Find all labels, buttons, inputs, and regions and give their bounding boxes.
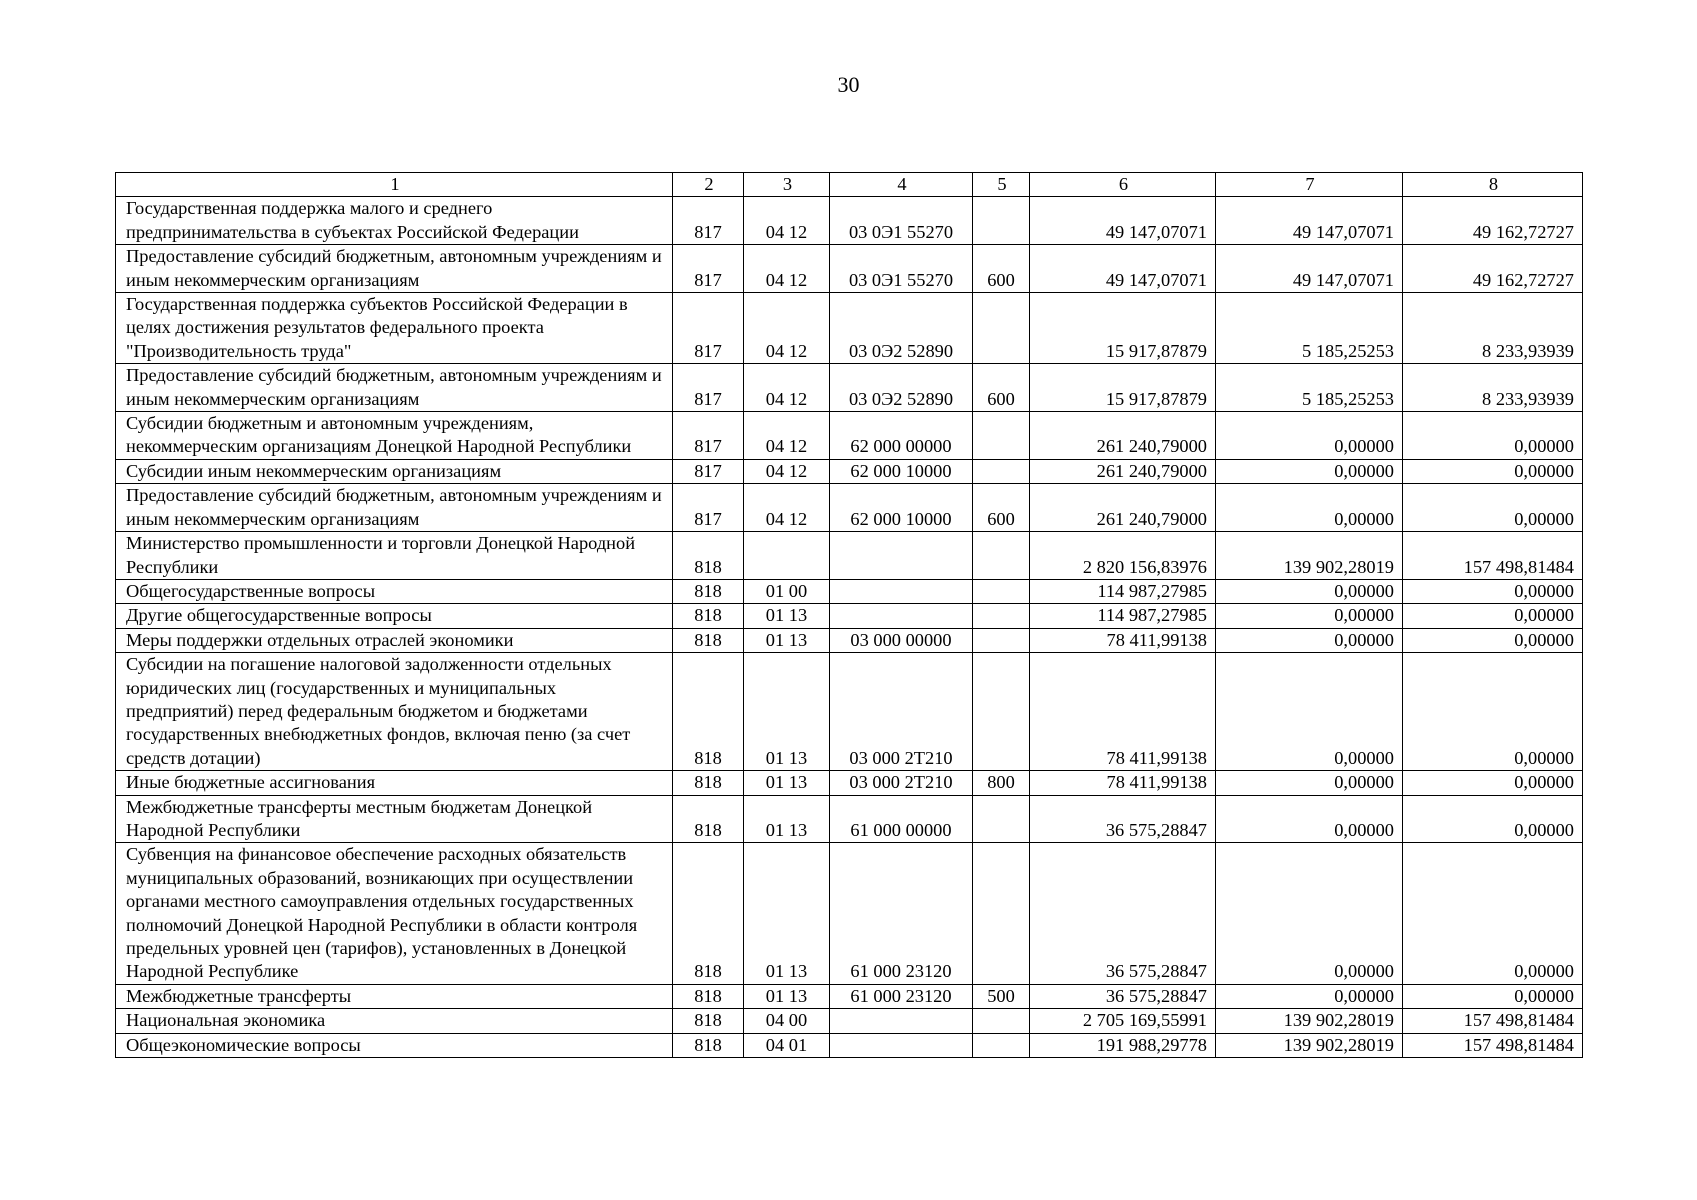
line-item-name: Иные бюджетные ассигнования — [116, 771, 673, 795]
amount-col-7: 0,00000 — [1216, 459, 1403, 483]
table-row — [116, 484, 1583, 532]
section-code: 04 12 — [744, 197, 830, 245]
line-item-name: Межбюджетные трансферты местным бюджетам Донецкой Народной Республики — [116, 795, 673, 843]
expense-type-code: 800 — [973, 771, 1030, 795]
expense-type-code: 600 — [973, 245, 1030, 293]
line-item-name: Межбюджетные трансферты — [116, 984, 673, 1008]
amount-col-7: 0,00000 — [1216, 653, 1403, 771]
ministry-code: 817 — [673, 484, 744, 532]
amount-col-6: 191 988,29778 — [1030, 1033, 1216, 1057]
line-item-name: Государственная поддержка субъектов Российской Федерации в целях достижения результатов федерального проекта "Производительность труда" — [116, 293, 673, 364]
section-code: 04 12 — [744, 484, 830, 532]
amount-col-7: 0,00000 — [1216, 628, 1403, 652]
target-article-code — [830, 604, 973, 628]
section-code: 01 13 — [744, 653, 830, 771]
section-code: 04 12 — [744, 459, 830, 483]
column-header: 5 — [973, 173, 1030, 197]
line-item-name: Субвенция на финансовое обеспечение расходных обязательств муниципальных образований, возникающих при осуществлении органами местного самоуправления отдельных государственных полномочий Донецкой Народной Республики в области контроля предельных уровней цен (тарифов), установленных в Донецкой Народной Республике — [116, 843, 673, 984]
amount-col-8: 0,00000 — [1403, 484, 1583, 532]
ministry-code: 818 — [673, 843, 744, 984]
target-article-code: 03 000 2Т210 — [830, 771, 973, 795]
column-header: 8 — [1403, 173, 1583, 197]
amount-col-6: 2 820 156,83976 — [1030, 532, 1216, 580]
target-article-code: 03 0Э1 55270 — [830, 197, 973, 245]
line-item-name: Субсидии бюджетным и автономным учреждениям, некоммерческим организациям Донецкой Народной Республики — [116, 412, 673, 460]
table-row — [116, 579, 1583, 603]
table-row — [116, 628, 1583, 652]
column-header: 6 — [1030, 173, 1216, 197]
line-item-name: Предоставление субсидий бюджетным, автономным учреждениям и иным некоммерческим организациям — [116, 364, 673, 412]
target-article-code: 03 0Э1 55270 — [830, 245, 973, 293]
amount-col-7: 0,00000 — [1216, 771, 1403, 795]
amount-col-6: 78 411,99138 — [1030, 653, 1216, 771]
ministry-code: 818 — [673, 579, 744, 603]
amount-col-6: 114 987,27985 — [1030, 579, 1216, 603]
section-code: 01 13 — [744, 984, 830, 1008]
amount-col-8: 0,00000 — [1403, 459, 1583, 483]
target-article-code — [830, 1009, 973, 1033]
section-code: 04 12 — [744, 412, 830, 460]
amount-col-6: 15 917,87879 — [1030, 364, 1216, 412]
amount-col-7: 5 185,25253 — [1216, 293, 1403, 364]
expense-type-code — [973, 579, 1030, 603]
amount-col-8: 49 162,72727 — [1403, 197, 1583, 245]
amount-col-7: 0,00000 — [1216, 984, 1403, 1008]
expense-type-code — [973, 197, 1030, 245]
budget-table-body — [116, 173, 1583, 1058]
column-header: 1 — [116, 173, 673, 197]
section-code — [744, 532, 830, 580]
section-code: 04 00 — [744, 1009, 830, 1033]
amount-col-7: 0,00000 — [1216, 412, 1403, 460]
expense-type-code — [973, 459, 1030, 483]
ministry-code: 817 — [673, 245, 744, 293]
table-row — [116, 532, 1583, 580]
table-row — [116, 771, 1583, 795]
ministry-code: 818 — [673, 795, 744, 843]
page-number: 30 — [837, 72, 860, 97]
budget-table — [115, 172, 1583, 1058]
section-code: 04 12 — [744, 245, 830, 293]
target-article-code: 62 000 00000 — [830, 412, 973, 460]
table-row — [116, 984, 1583, 1008]
amount-col-8: 157 498,81484 — [1403, 1033, 1583, 1057]
amount-col-6: 2 705 169,55991 — [1030, 1009, 1216, 1033]
target-article-code: 03 000 2Т210 — [830, 653, 973, 771]
ministry-code: 817 — [673, 197, 744, 245]
amount-col-6: 49 147,07071 — [1030, 245, 1216, 293]
column-header: 3 — [744, 173, 830, 197]
line-item-name: Меры поддержки отдельных отраслей экономики — [116, 628, 673, 652]
target-article-code: 62 000 10000 — [830, 484, 973, 532]
table-row — [116, 795, 1583, 843]
ministry-code: 818 — [673, 653, 744, 771]
amount-col-8: 0,00000 — [1403, 653, 1583, 771]
section-code: 04 01 — [744, 1033, 830, 1057]
amount-col-6: 36 575,28847 — [1030, 984, 1216, 1008]
amount-col-6: 78 411,99138 — [1030, 771, 1216, 795]
amount-col-8: 0,00000 — [1403, 795, 1583, 843]
section-code: 01 13 — [744, 604, 830, 628]
expense-type-code — [973, 293, 1030, 364]
target-article-code: 61 000 00000 — [830, 795, 973, 843]
section-code: 01 13 — [744, 795, 830, 843]
column-number-header — [116, 173, 1583, 197]
expense-type-code: 600 — [973, 484, 1030, 532]
table-row — [116, 364, 1583, 412]
section-code: 01 13 — [744, 771, 830, 795]
amount-col-6: 36 575,28847 — [1030, 843, 1216, 984]
ministry-code: 818 — [673, 628, 744, 652]
amount-col-6: 261 240,79000 — [1030, 484, 1216, 532]
amount-col-7: 139 902,28019 — [1216, 1033, 1403, 1057]
amount-col-6: 36 575,28847 — [1030, 795, 1216, 843]
ministry-code: 818 — [673, 532, 744, 580]
section-code: 01 13 — [744, 628, 830, 652]
amount-col-6: 114 987,27985 — [1030, 604, 1216, 628]
target-article-code: 03 0Э2 52890 — [830, 364, 973, 412]
amount-col-8: 0,00000 — [1403, 579, 1583, 603]
expense-type-code — [973, 653, 1030, 771]
amount-col-8: 8 233,93939 — [1403, 364, 1583, 412]
ministry-code: 817 — [673, 293, 744, 364]
section-code: 01 00 — [744, 579, 830, 603]
expense-type-code — [973, 628, 1030, 652]
amount-col-7: 0,00000 — [1216, 579, 1403, 603]
column-header: 7 — [1216, 173, 1403, 197]
expense-type-code: 600 — [973, 364, 1030, 412]
amount-col-8: 0,00000 — [1403, 843, 1583, 984]
ministry-code: 817 — [673, 412, 744, 460]
line-item-name: Национальная экономика — [116, 1009, 673, 1033]
table-row — [116, 459, 1583, 483]
amount-col-8: 8 233,93939 — [1403, 293, 1583, 364]
line-item-name: Другие общегосударственные вопросы — [116, 604, 673, 628]
table-row — [116, 843, 1583, 984]
expense-type-code: 500 — [973, 984, 1030, 1008]
amount-col-8: 49 162,72727 — [1403, 245, 1583, 293]
table-row — [116, 197, 1583, 245]
amount-col-8: 0,00000 — [1403, 984, 1583, 1008]
target-article-code: 61 000 23120 — [830, 984, 973, 1008]
table-row — [116, 1033, 1583, 1057]
target-article-code — [830, 532, 973, 580]
table-row — [116, 293, 1583, 364]
amount-col-7: 139 902,28019 — [1216, 1009, 1403, 1033]
section-code: 01 13 — [744, 843, 830, 984]
target-article-code: 62 000 10000 — [830, 459, 973, 483]
table-row — [116, 1009, 1583, 1033]
line-item-name: Общеэкономические вопросы — [116, 1033, 673, 1057]
expense-type-code — [973, 532, 1030, 580]
amount-col-8: 157 498,81484 — [1403, 1009, 1583, 1033]
amount-col-7: 49 147,07071 — [1216, 245, 1403, 293]
ministry-code: 818 — [673, 1009, 744, 1033]
column-header: 4 — [830, 173, 973, 197]
amount-col-8: 0,00000 — [1403, 771, 1583, 795]
column-header: 2 — [673, 173, 744, 197]
line-item-name: Субсидии иным некоммерческим организациям — [116, 459, 673, 483]
target-article-code — [830, 1033, 973, 1057]
ministry-code: 817 — [673, 459, 744, 483]
ministry-code: 818 — [673, 604, 744, 628]
section-code: 04 12 — [744, 364, 830, 412]
expense-type-code — [973, 843, 1030, 984]
target-article-code: 61 000 23120 — [830, 843, 973, 984]
target-article-code: 03 000 00000 — [830, 628, 973, 652]
amount-col-7: 139 902,28019 — [1216, 532, 1403, 580]
section-code: 04 12 — [744, 293, 830, 364]
amount-col-6: 261 240,79000 — [1030, 459, 1216, 483]
table-row — [116, 604, 1583, 628]
expense-type-code — [973, 1033, 1030, 1057]
amount-col-7: 0,00000 — [1216, 795, 1403, 843]
amount-col-8: 157 498,81484 — [1403, 532, 1583, 580]
amount-col-6: 15 917,87879 — [1030, 293, 1216, 364]
amount-col-7: 0,00000 — [1216, 484, 1403, 532]
expense-type-code — [973, 795, 1030, 843]
ministry-code: 818 — [673, 1033, 744, 1057]
amount-col-7: 0,00000 — [1216, 843, 1403, 984]
line-item-name: Министерство промышленности и торговли Донецкой Народной Республики — [116, 532, 673, 580]
amount-col-8: 0,00000 — [1403, 412, 1583, 460]
amount-col-6: 261 240,79000 — [1030, 412, 1216, 460]
table-row — [116, 653, 1583, 771]
expense-type-code — [973, 604, 1030, 628]
amount-col-7: 5 185,25253 — [1216, 364, 1403, 412]
amount-col-6: 49 147,07071 — [1030, 197, 1216, 245]
amount-col-7: 49 147,07071 — [1216, 197, 1403, 245]
ministry-code: 818 — [673, 771, 744, 795]
table-row — [116, 245, 1583, 293]
line-item-name: Предоставление субсидий бюджетным, автономным учреждениям и иным некоммерческим организациям — [116, 484, 673, 532]
line-item-name: Государственная поддержка малого и среднего предпринимательства в субъектах Российской Федерации — [116, 197, 673, 245]
line-item-name: Общегосударственные вопросы — [116, 579, 673, 603]
target-article-code — [830, 579, 973, 603]
amount-col-6: 78 411,99138 — [1030, 628, 1216, 652]
amount-col-8: 0,00000 — [1403, 604, 1583, 628]
table-row — [116, 412, 1583, 460]
ministry-code: 817 — [673, 364, 744, 412]
target-article-code: 03 0Э2 52890 — [830, 293, 973, 364]
ministry-code: 818 — [673, 984, 744, 1008]
expense-type-code — [973, 1009, 1030, 1033]
expense-type-code — [973, 412, 1030, 460]
line-item-name: Предоставление субсидий бюджетным, автономным учреждениям и иным некоммерческим организациям — [116, 245, 673, 293]
amount-col-8: 0,00000 — [1403, 628, 1583, 652]
line-item-name: Субсидии на погашение налоговой задолженности отдельных юридических лиц (государственных и муниципальных предприятий) перед федеральным бюджетом и бюджетами государственных внебюджетных фондов, включая пеню (за счет средств дотации) — [116, 653, 673, 771]
amount-col-7: 0,00000 — [1216, 604, 1403, 628]
